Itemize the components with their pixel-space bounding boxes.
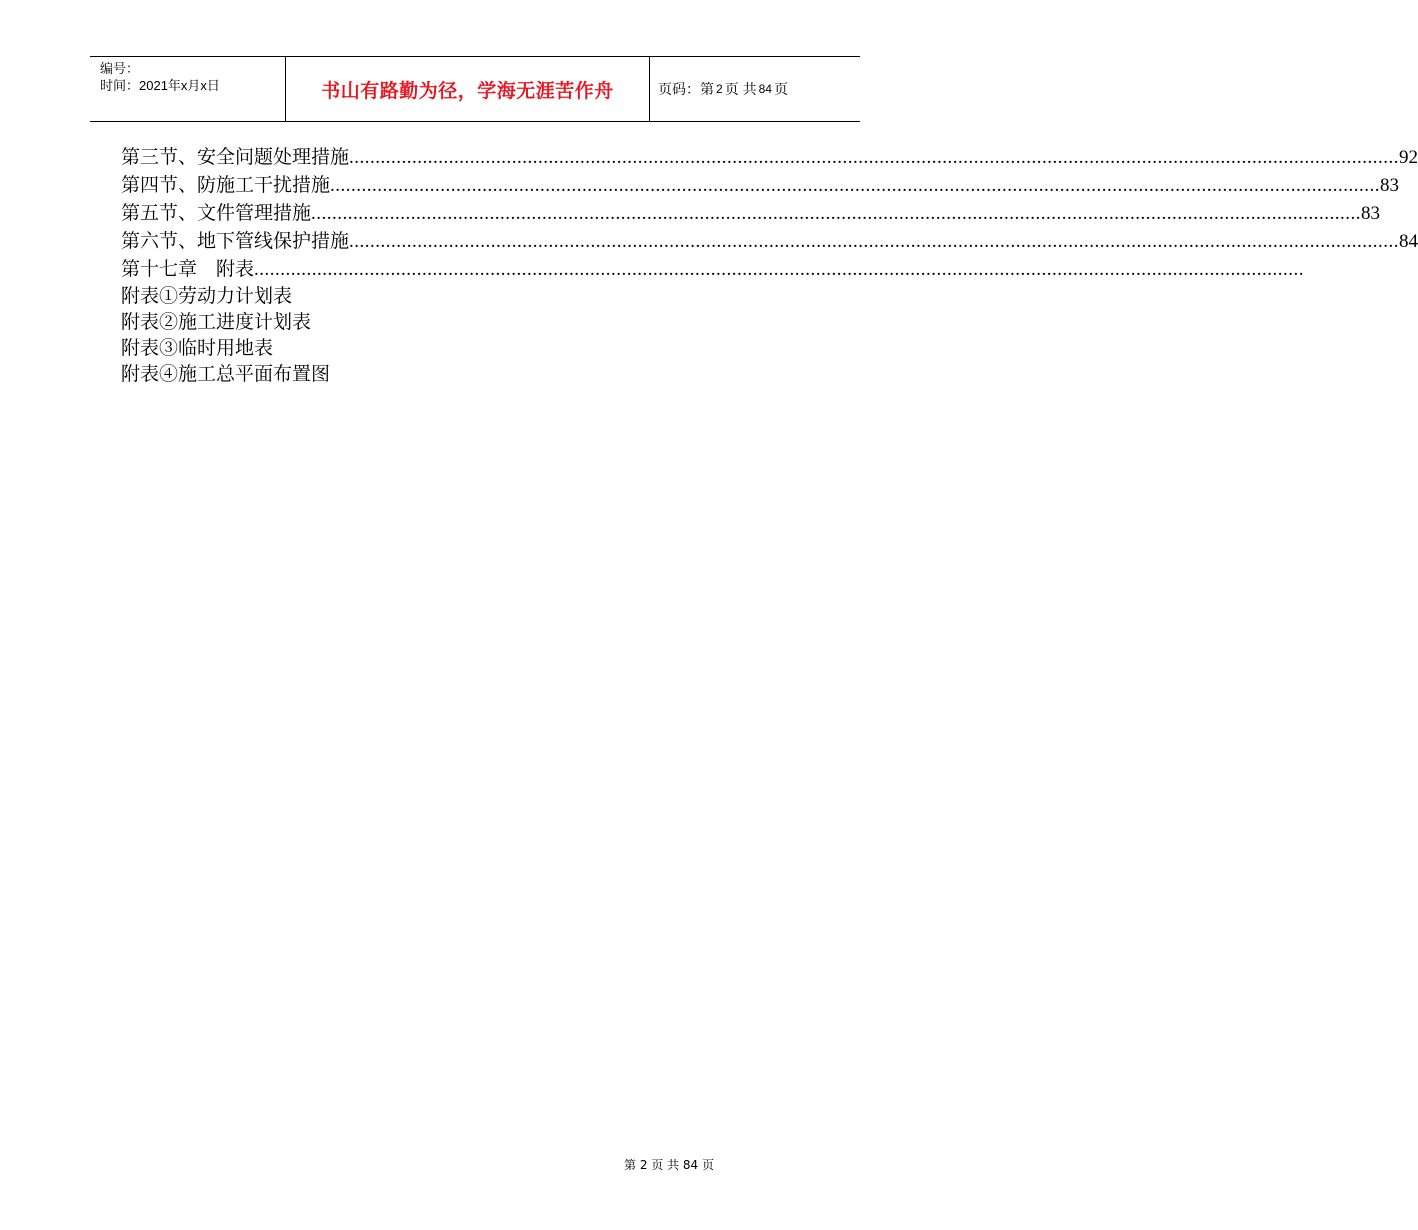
table-of-contents <box>121 144 1418 388</box>
toc-dot-leader: ........................................................................................................................................................................................................ <box>311 203 1362 224</box>
header-motto: 书山有路勤为径，学海无涯苦作舟 <box>321 79 614 102</box>
header-motto-cell <box>286 57 650 121</box>
toc-entry-page: 83 <box>1361 203 1381 224</box>
toc-entry[interactable] <box>121 144 1418 172</box>
page-mid: 页 共 <box>724 81 757 97</box>
appendix-item[interactable]: 附表①劳动力计划表 <box>121 286 293 307</box>
footer-page-number: 第 2 页 共 84 页 <box>624 1158 714 1172</box>
page-suffix: 页 <box>773 81 788 97</box>
document-number-label: 编号： <box>100 61 140 76</box>
toc-entry-title: 第四节、防施工干扰措施 <box>121 175 331 196</box>
toc-dot-leader: ........................................................................................................................................................................................................ <box>349 231 1400 252</box>
toc-entry[interactable] <box>121 172 1400 200</box>
toc-entry-title: 第六节、地下管线保护措施 <box>121 231 350 252</box>
header-meta <box>90 57 286 121</box>
appendix-item[interactable]: 附表③临时用地表 <box>121 338 274 359</box>
page-current: 2 <box>716 82 723 96</box>
toc-entry-page: 84 <box>1399 231 1418 252</box>
toc-dot-leader: ........................................................................................................................................................................................................ <box>254 259 1305 280</box>
page-header <box>90 56 860 122</box>
toc-entry[interactable] <box>121 200 1381 228</box>
toc-entry-page: 83 <box>1380 175 1400 196</box>
toc-entry-title: 第三节、安全问题处理措施 <box>121 147 350 168</box>
document-time: 时间：2021年x月x日 <box>100 78 220 93</box>
page-total: 84 <box>758 82 772 96</box>
appendix-item[interactable]: 附表④施工总平面布置图 <box>121 364 331 385</box>
toc-entry[interactable] <box>121 256 1305 284</box>
page-prefix: 页码：第 <box>658 81 714 97</box>
header-page-info <box>650 57 860 121</box>
toc-entry-title: 第五节、文件管理措施 <box>121 203 312 224</box>
appendix-item[interactable]: 附表②施工进度计划表 <box>121 312 312 333</box>
toc-dot-leader: ........................................................................................................................................................................................................ <box>330 175 1381 196</box>
toc-entry-page: 92 <box>1399 147 1418 168</box>
toc-entry[interactable] <box>121 228 1418 256</box>
toc-entry-title: 第十七章 附表 <box>121 259 255 280</box>
toc-dot-leader: ........................................................................................................................................................................................................ <box>349 147 1400 168</box>
